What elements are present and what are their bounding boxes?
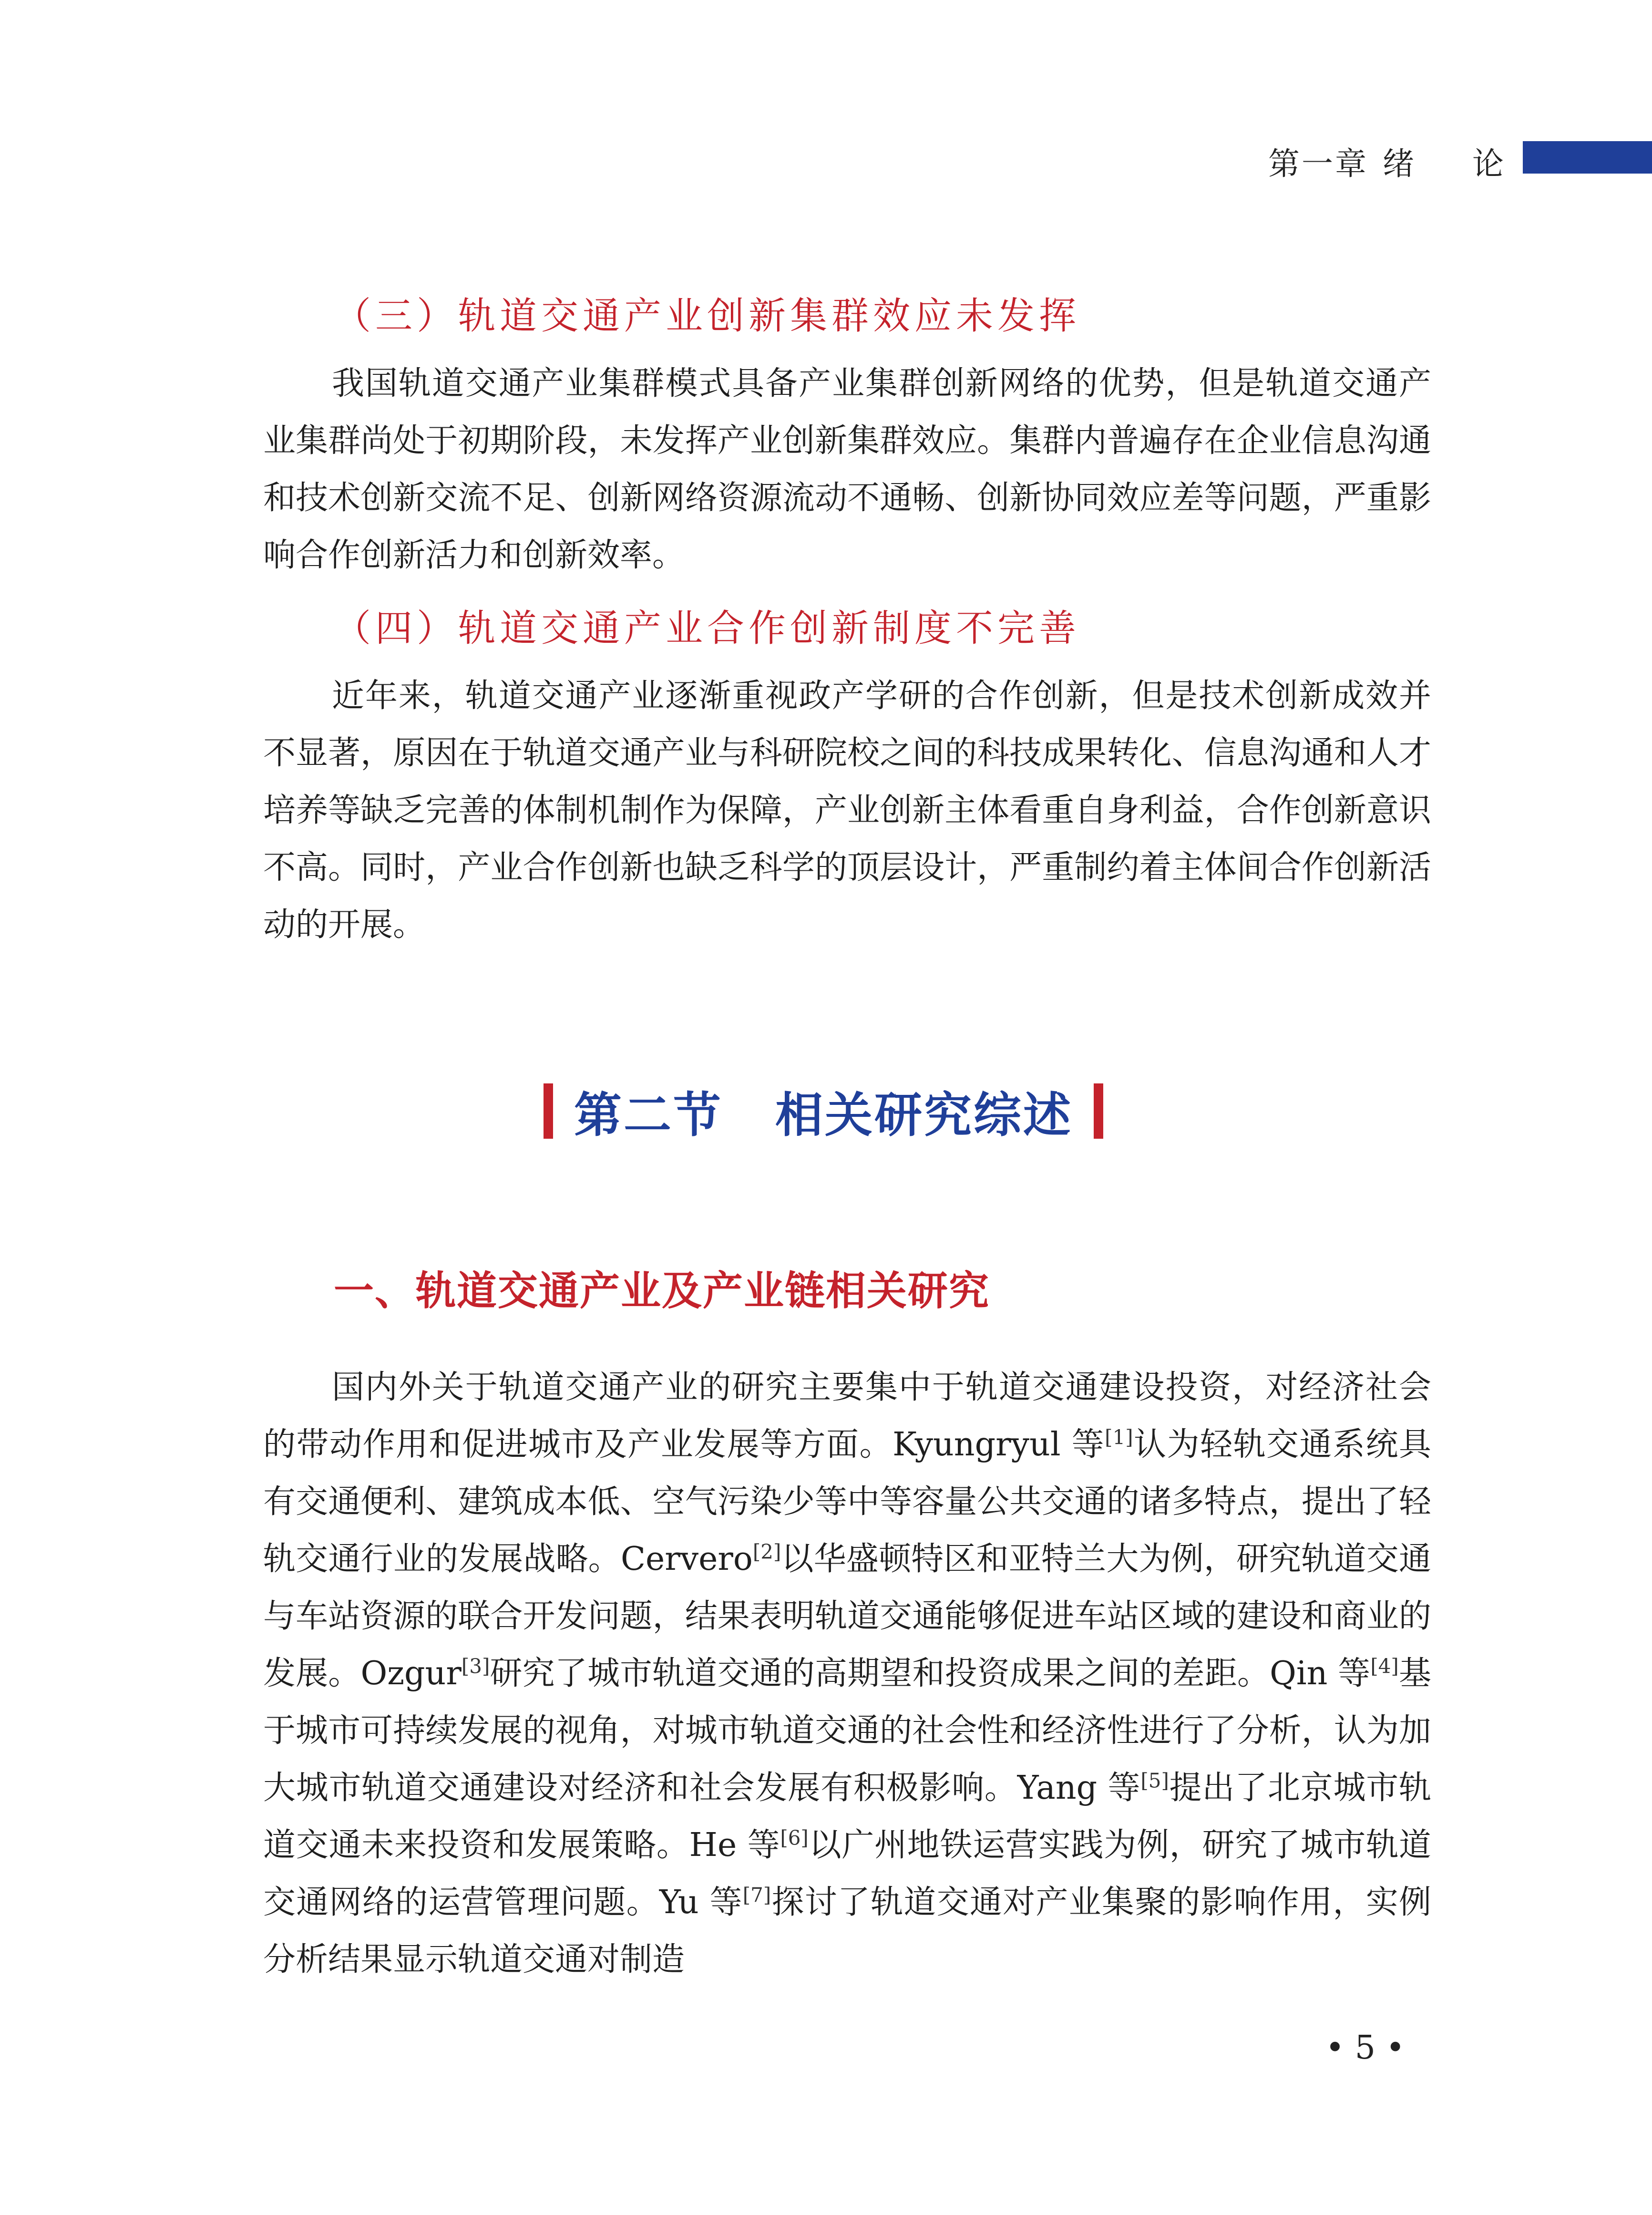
section-title-right-bar <box>1094 1083 1103 1139</box>
subsection-4-paragraph: 近年来，轨道交通产业逐渐重视政产学研的合作创新，但是技术创新成效并不显著，原因在于轨道交通产业与科研院校之间的科技成果转化、信息沟通和人才培养等缺乏完善的体制机制作为保障，产业创新主体看重自身利益，合作创新意识不高。同时，产业合作创新也缺乏科学的顶层设计，严重制约着主体间合作创新活动的开展。 <box>263 677 1431 944</box>
section-name: 相关研究综述 <box>775 1087 1073 1143</box>
chapter-word-1: 绪 <box>1383 145 1416 182</box>
review-paragraph: 国内外关于轨道交通产业的研究主要集中于轨道交通建设投资，对经济社会的带动作用和促进城市及产业发展等方面。Kyungryul 等[1]认为轻轨交通系统具有交通便利、建筑成本低、空气污染少等中等容量公共交通的诸多特点，提出了轻轨交通行业的发展战略。Cervero[2]以华盛顿特区和亚特兰大为例，研究轨道交通与车站资源的联合开发问题，结果表明轨道交通能够促进车站区域的建设和商业的发展。Ozgur[3]研究了城市轨道交通的高期望和投资成果之间的差距。Qin 等[4]基于城市可持续发展的视角，对城市轨道交通的社会性和经济性进行了分析，认为加大城市轨道交通建设对经济和社会发展有积极影响。Yang 等[5]提出了北京城市轨道交通未来投资和发展策略。He 等[6]以广州地铁运营实践为例，研究了城市轨道交通网络的运营管理问题。Yu 等[7]探讨了轨道交通对产业集聚的影响作用，实例分析结果显示轨道交通对制造 <box>263 1369 1431 1978</box>
subsection-3-paragraph: 我国轨道交通产业集群模式具备产业集群创新网络的优势，但是轨道交通产业集群尚处于初期阶段，未发挥产业创新集群效应。集群内普遍存在企业信息沟通和技术创新交流不足、创新网络资源流动不通畅、创新协同效应差等问题，严重影响合作创新活力和创新效率。 <box>263 365 1431 574</box>
citation-5: [5] <box>1140 1769 1169 1793</box>
section-title <box>544 1078 1103 1144</box>
page-number: • 5 • <box>1325 2029 1405 2067</box>
citation-7: [7] <box>742 1883 771 1907</box>
citation-3: [3] <box>461 1654 490 1678</box>
chapter-title <box>1268 138 1506 184</box>
citation-6: [6] <box>780 1826 809 1850</box>
citation-4: [4] <box>1370 1654 1399 1678</box>
citation-1: [1] <box>1105 1425 1133 1449</box>
subsection-4-heading: （四）轨道交通产业合作创新制度不完善 <box>334 607 1081 650</box>
citation-2: [2] <box>752 1540 781 1564</box>
chapter-number: 第一章 <box>1268 145 1368 182</box>
chapter-word-2: 论 <box>1472 145 1506 182</box>
heading-1: 一、轨道交通产业及产业链相关研究 <box>334 1267 990 1314</box>
header-accent-bar <box>1523 141 1652 174</box>
section-number: 第二节 <box>574 1087 723 1143</box>
section-title-left-bar <box>544 1083 553 1139</box>
section-title-text <box>574 1077 1073 1145</box>
subsection-3-heading: （三）轨道交通产业创新集群效应未发挥 <box>334 295 1081 338</box>
